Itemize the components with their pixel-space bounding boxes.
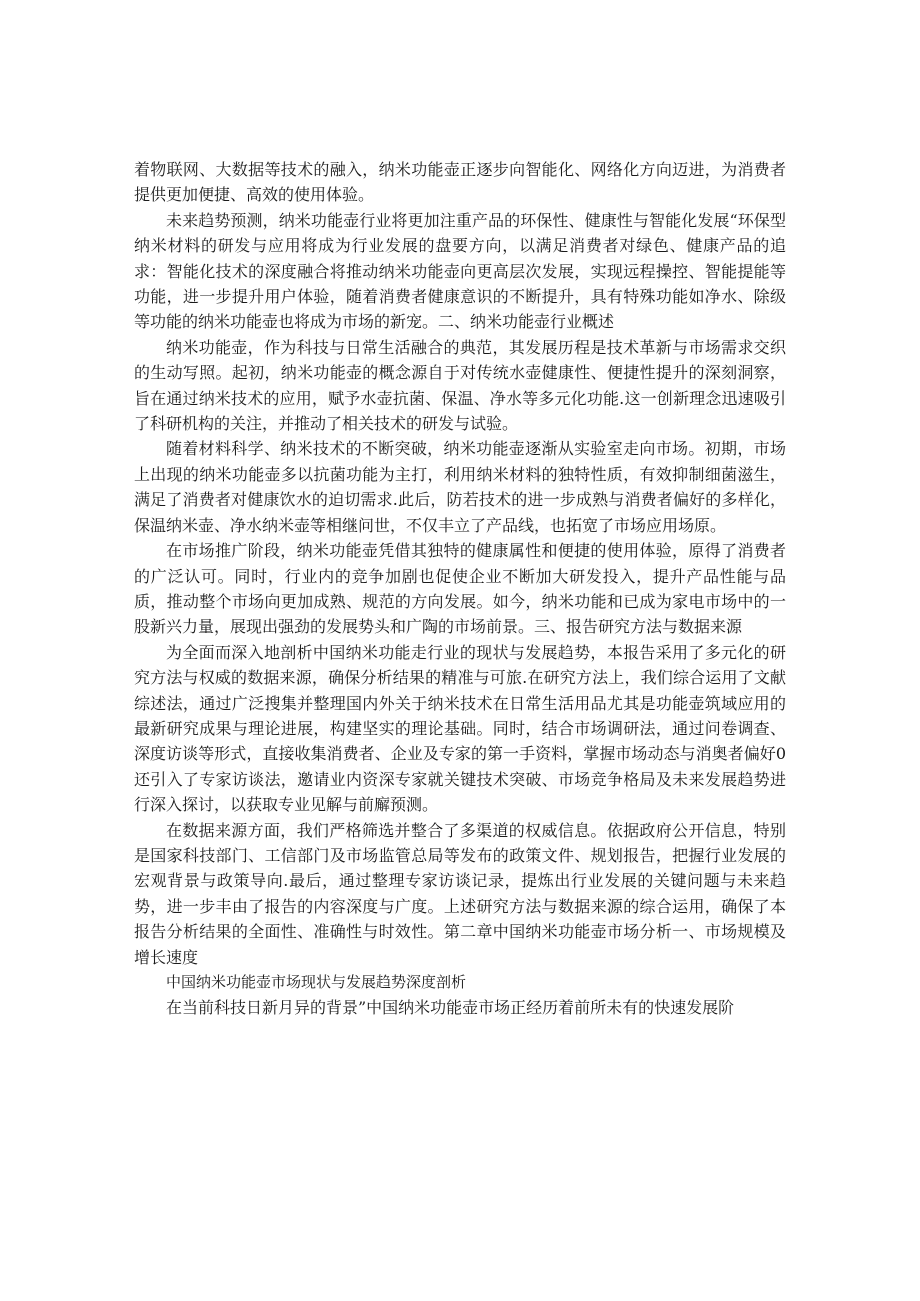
paragraph-market-development: 随着材料科学、纳米技术的不断突破，纳米功能壶逐渐从实验室走向市场。初期，市场上出现的纳米功能壶多以抗菌功能为主打，利用纳米材料的独特性质，有效抑制细菌滋生，满足了消费者对健康饮水的迫切需求.此后，防若技术的进一步成熟与消费者偏好的多样化，保温纳米壶、净水纳米壶等相继问世，不仅丰立了产品线，也拓宽了市场应用场原。 (134, 439, 786, 535)
paragraph-industry-overview: 纳米功能壶，作为科技与日常生活融合的典范，其发展历程是技术革新与市场需求交织的生动写照。起初，纳米功能壶的概念源自于对传统水壶健康性、便捷性提升的深刻洞察，旨在通过纳米技术的应用，赋予水壶抗菌、保温、净水等多元化功能.这一创新理念迅速吸引了科研机构的关注，并推动了相关技术的研发与试验。 (134, 337, 786, 434)
paragraph-research-methods: 为全面而深入地剖析中国纳米功能走行业的现状与发展趋势，本报告采用了多元化的研究方法与权威的数据来源，确保分析结果的精准与可旅.在研究方法上，我们综合运用了文献综述法，通过广泛搜集并整理国内外关于纳米技术在日常生活用品尤其是功能壶筑域应用的最新研究成果与理论进展，构建坚实的理论基础。同时，结合市场调研法，通过问卷调查、深度访谈等形式，直接收集消费者、企业及专家的第一手资料，掌握市场动态与消奥者偏好0还引入了专家访谈法，邀请业内资深专家就关键技术突破、市场竞争格局及未来发展趋势进行深入探讨，以获取专业见解与前廨预测。 (134, 642, 786, 815)
document-body (134, 157, 786, 1021)
section-subheading: 中国纳米功能壶市场现状与发展趋势深度剖析 (166, 973, 467, 991)
paragraph-data-sources: 在数据来源方面，我们严格筛选并整合了多渠道的权威信息。依据政府公开信息，特别是国家科技部门、工信部门及市场监管总局等发布的政策文件、规划报告，把握行业发展的宏观背景与政策导向.最后，通过整理专家访谈记录，提炼出行业发展的关键问题与未来趋势，进一步丰由了报告的内容深度与广度。上述研究方法与数据来源的综合运用，确保了本报告分析结果的全面性、准确性与时效性。第二章中国纳米功能壶市场分析一、市场规模及增长速度 (134, 820, 786, 967)
paragraph-current-market: 在当前科技日新月异的背景”中国纳米功能壶市场正经历着前所未有的快速发展阶 (166, 998, 735, 1018)
paragraph-market-promotion: 在市场推广阶段，纳米功能壶凭借其独特的健康属性和便捷的使用体验，原得了消费者的广泛认可。同时，行业内的竞争加剧也促使企业不断加大研发投入，提升产品性能与品质，推动整个市场向更加成熟、规范的方向发展。如今，纳米功能和已成为家电市场中的一股新兴力量，展现出强劲的发展势头和广陶的市场前景。三、报告研究方法与数据来源 (134, 541, 786, 637)
paragraph-future-trends: 未来趋势预测，纳米功能壶行业将更加注重产品的环保性、健康性与智能化发展“环保型纳米材料的研发与应用将成为行业发展的盘要方向，以满足消费者对绿色、健康产品的追求：智能化技术的深度融合将推动纳米功能壶向更高层次发展，实现远程操控、智能提能等功能，进一步提升用户体验，随着消费者健康意识的不断提升，具有特殊功能如净水、除级等功能的纳米功能壶也将成为市场的新宠。二、纳米功能壶行业概述 (134, 210, 786, 332)
paragraph-continuation: 着物联网、大数据等技术的融入，纳米功能壶正逐步向智能化、网络化方向迈进，为消费者提供更加便捷、高效的使用体验。 (134, 160, 786, 205)
